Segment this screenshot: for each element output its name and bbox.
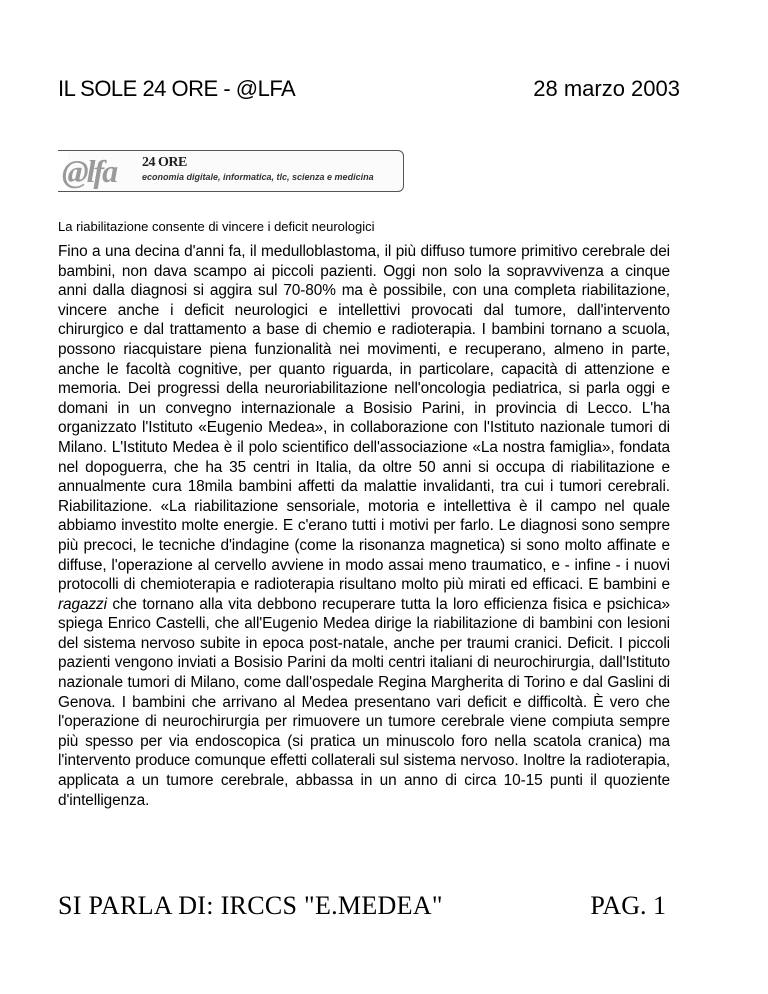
article-body (58, 242, 670, 810)
logo-tagline: economia digitale, informatica, tlc, scienza e medicina (142, 172, 374, 182)
logo-mark: @lfa (62, 153, 117, 189)
article-text-part-1: Fino a una decina d'anni fa, il medulloblastoma, il più diffuso tumore primitivo cerebrale dei bambini, non dava scampo ai piccoli pazienti. Oggi non solo la sopravvivenza a cinque anni dalla diagnosi si aggira sul 70-80% ma è possibile, con una completa riabilitazione, vincere anche i deficit neurologici e intellettivi provocati dal tumore, dall'intervento chirurgico e dal trattamento a base di chemio e radioterapia. I bambini tornano a scuola, possono riacquistare piena funzionalità nei movimenti, e recuperano, almeno in parte, anche le facoltà cognitive, per quanto riguarda, in particolare, capacità di attenzione e memoria. Dei progressi della neuroriabilitazione nell'oncologia pediatrica, si parla oggi e domani in un convegno internazionale a Bosisio Parini, in provincia di Lecco. L'ha organizzato l'Istituto «Eugenio Medea», in collaborazione con l'Istituto nazionale tumori di Milano. L'Istituto Medea è il polo scientifico dell'associazione «La nostra famiglia», fondata nel dopoguerra, che ha 35 centri in Italia, da oltre 50 anni si occupa di riabilitazione e annualmente cura 18mila bambini affetti da malattie invalidanti, tra cui i tumori cerebrali. Riabilitazione. «La riabilitazione sensoriale, motoria e intellettiva è il campo nel quale abbiamo investito molte energie. E c'erano tutti i motivi per farlo. Le diagnosi sono sempre più precoci, le tecniche d'indagine (come la risonanza magnetica) si sono molto affinate e diffuse, l'operazione al cervello avviene in modo assai meno traumatico, e - infine - i nuovi protocolli di chemioterapia e radioterapia risultano molto più mirati ed efficaci. E bambini e (58, 243, 670, 594)
article-italic-word: ragazzi (58, 595, 107, 613)
article-text-part-2: che tornano alla vita debbono recuperare tutta la loro efficienza fisica e psichica» spiega Enrico Castelli, che all'Eugenio Medea dirige la riabilitazione di bambini con lesioni del sistema nervoso subite in epoca post-natale, anche per traumi cranici. Deficit. I piccoli pazienti vengono inviati a Bosisio Parini da molti centri italiani di neurochirurgia, dall'Istituto nazionale tumori di Milano, come dall'ospedale Regina Margherita di Torino e dal Gaslini di Genova. I bambini che arrivano al Medea presentano vari deficit e difficoltà. È vero che l'operazione di neurochirurgia per rimuovere un tumore cerebrale viene compiuta sempre più spesso per via endoscopica (si pratica un minuscolo foro nella scatola cranica) ma l'intervento produce comunque effetti collaterali sul sistema nervoso. Inoltre la radioterapia, applicata a un tumore cerebrale, abbassa in un anno di circa 10-15 punti il quoziente d'intelligenza. (58, 595, 670, 809)
publication-date: 28 marzo 2003 (533, 76, 680, 101)
newspaper-source: IL SOLE 24 ORE - @LFA (58, 76, 296, 101)
alfa-logo (58, 150, 404, 192)
footer-topic: SI PARLA DI: IRCCS "E.MEDEA" (58, 891, 443, 920)
page-number: PAG. 1 (590, 891, 666, 920)
logo-brand: 24 ORE (142, 155, 187, 170)
article-paragraph (58, 242, 670, 810)
article-subtitle: La riabilitazione consente di vincere i deficit neurologici (58, 219, 375, 234)
